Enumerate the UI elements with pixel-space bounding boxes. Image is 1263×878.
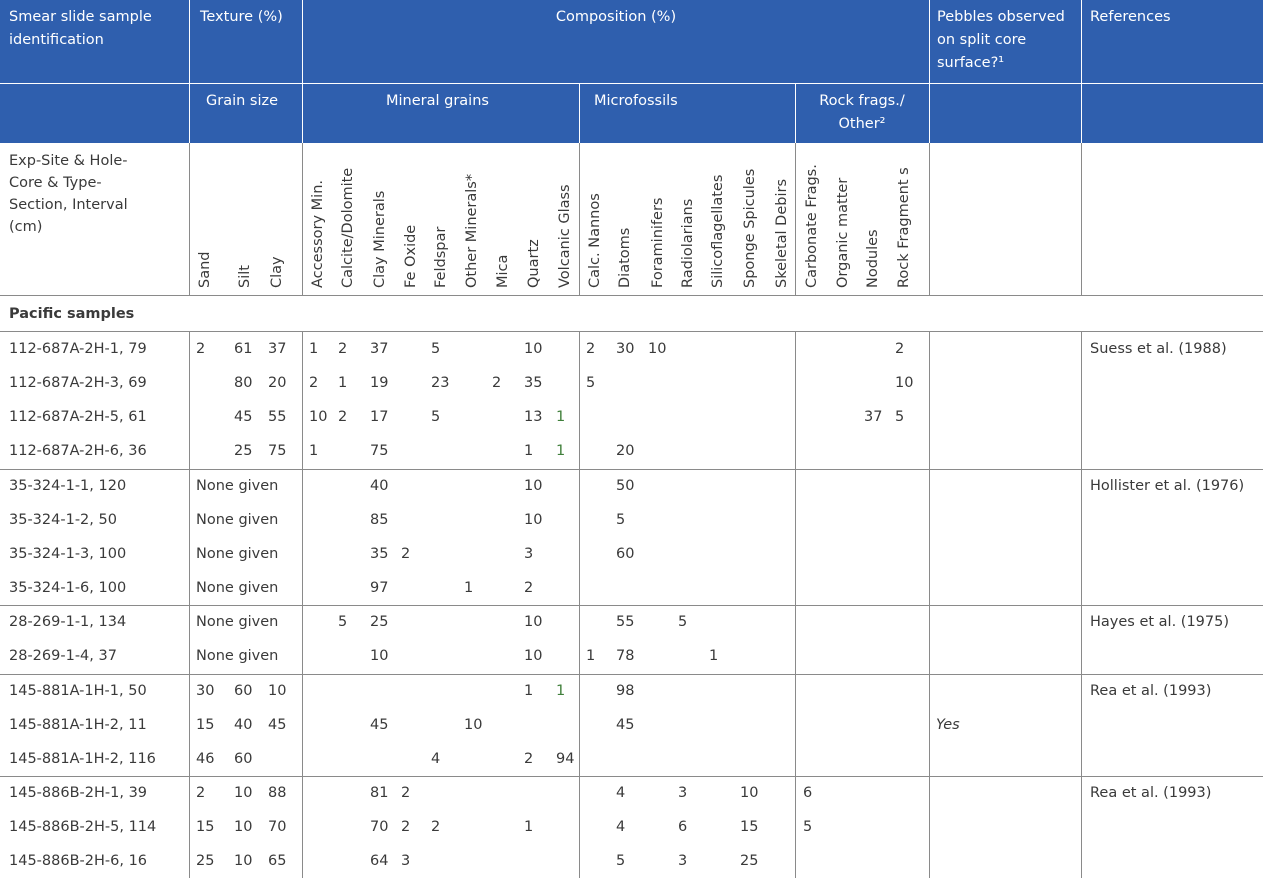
- header-refs-cell: [1082, 0, 1263, 83]
- sample-id: 112-687A-2H-5, 61: [9, 409, 147, 426]
- value-clay-minerals: 19: [370, 375, 389, 392]
- value-nodules: 37: [864, 409, 883, 426]
- subheader-blank-refs: [1082, 84, 1263, 143]
- section-title: Pacific samples: [9, 306, 135, 322]
- reference: Rea et al. (1993): [1090, 784, 1212, 801]
- none-given-note: None given: [196, 545, 279, 562]
- col-header-feldspar: Feldspar: [433, 226, 449, 288]
- value-quartz: 2: [524, 750, 534, 767]
- value-quartz: 1: [524, 682, 534, 699]
- none-given-note: None given: [196, 477, 279, 494]
- column-rule: [302, 143, 303, 296]
- sample-id: 35-324-1-2, 50: [9, 511, 117, 528]
- value-rock-fragment-s: 5: [895, 409, 905, 426]
- col-header-quartz: Quartz: [526, 239, 542, 288]
- header-composition-cell: [303, 0, 929, 83]
- reference: Hollister et al. (1976): [1090, 477, 1245, 494]
- value-silt: 40: [234, 716, 253, 733]
- value-diatoms: 45: [616, 716, 635, 733]
- none-given-note: None given: [196, 511, 279, 528]
- column-rule: [795, 331, 796, 878]
- col-header-diatoms: Diatoms: [617, 227, 633, 288]
- header-texture-cell: [190, 0, 302, 83]
- sample-id: 145-881A-1H-2, 116: [9, 750, 156, 767]
- value-mica: 2: [492, 375, 502, 392]
- subheader-blank-pebbles: [930, 84, 1081, 143]
- value-silt: 61: [234, 341, 253, 357]
- subheader-rock-cell: [796, 84, 929, 143]
- value-feldspar: 4: [431, 750, 441, 767]
- value-clay-minerals: 25: [370, 614, 389, 631]
- col-header-calcite-dolomite: Calcite/Dolomite: [340, 167, 356, 288]
- subheader-blank-id: [0, 84, 189, 143]
- value-diatoms: 20: [616, 443, 635, 460]
- value-accessory-min: 1: [309, 443, 319, 460]
- value-quartz: 10: [524, 511, 543, 528]
- header-texture-label: Texture (%): [200, 9, 283, 25]
- col-header-radiolarians: Radiolarians: [680, 198, 696, 288]
- col-header-accessory-min: Accessory Min.: [310, 180, 326, 288]
- value-calcite-dolomite: 2: [338, 409, 348, 426]
- value-sand: 25: [196, 853, 215, 870]
- value-silt: 25: [234, 443, 253, 460]
- col-header-nodules: Nodules: [865, 229, 881, 288]
- col-header-clay: Clay: [269, 256, 285, 288]
- subheader-micro-label: Microfossils: [594, 93, 678, 109]
- value-fe-oxide: 2: [401, 545, 411, 562]
- value-calc-nannos: 1: [586, 648, 596, 665]
- value-rock-fragment-s: 10: [895, 375, 914, 392]
- value-carbonate-frags: 5: [803, 819, 813, 836]
- value-quartz: 10: [524, 477, 543, 494]
- value-silt: 10: [234, 784, 253, 801]
- value-silt: 80: [234, 375, 253, 392]
- value-sponge-spicules: 15: [740, 819, 759, 836]
- value-quartz: 35: [524, 375, 543, 392]
- value-accessory-min: 10: [309, 409, 328, 426]
- value-feldspar: 5: [431, 409, 441, 426]
- column-rule: [189, 143, 190, 296]
- reference: Suess et al. (1988): [1090, 341, 1227, 357]
- value-clay-minerals: 97: [370, 580, 389, 597]
- reference: Hayes et al. (1975): [1090, 614, 1230, 631]
- subheader-mineral-cell: [303, 84, 579, 143]
- value-clay: 20: [268, 375, 287, 392]
- value-other-minerals: 1: [464, 580, 474, 597]
- value-clay-minerals: 64: [370, 853, 389, 870]
- value-diatoms: 5: [616, 511, 626, 528]
- col-header-volcanic-glass: Volcanic Glass: [557, 184, 573, 288]
- sample-id: 145-886B-2H-5, 114: [9, 819, 157, 836]
- value-sponge-spicules: 25: [740, 853, 759, 870]
- header-pebbles-cell: [930, 0, 1081, 83]
- value-clay: 75: [268, 443, 287, 460]
- value-clay: 65: [268, 853, 287, 870]
- value-calc-nannos: 5: [586, 375, 596, 392]
- header-refs-label: References: [1090, 9, 1171, 25]
- sample-id: 112-687A-2H-6, 36: [9, 443, 147, 460]
- value-clay-minerals: 85: [370, 511, 389, 528]
- column-rule: [189, 331, 190, 878]
- value-diatoms: 55: [616, 614, 635, 631]
- col-header-other-minerals: Other Minerals*: [464, 173, 480, 288]
- col-header-calc-nannos: Calc. Nannos: [587, 193, 603, 288]
- reference: Rea et al. (1993): [1090, 682, 1212, 699]
- none-given-note: None given: [196, 580, 279, 597]
- value-quartz: 3: [524, 545, 534, 562]
- value-clay-minerals: 40: [370, 477, 389, 494]
- value-carbonate-frags: 6: [803, 784, 813, 801]
- sample-id: 35-324-1-6, 100: [9, 580, 127, 597]
- value-sand: 15: [196, 819, 215, 836]
- value-radiolarians: 3: [678, 853, 688, 870]
- subheader-grain-cell: [190, 84, 302, 143]
- value-feldspar: 2: [431, 819, 441, 836]
- value-calcite-dolomite: 2: [338, 341, 348, 357]
- subheader-grain-label: Grain size: [206, 93, 279, 109]
- value-clay-minerals: 37: [370, 341, 389, 357]
- col-header-skeletal-debirs: Skeletal Debirs: [774, 179, 790, 288]
- column-rule: [795, 143, 796, 296]
- value-sand: 2: [196, 784, 206, 801]
- column-rule: [579, 331, 580, 878]
- value-clay-minerals: 10: [370, 648, 389, 665]
- none-given-note: None given: [196, 614, 279, 631]
- value-diatoms: 4: [616, 784, 626, 801]
- value-accessory-min: 1: [309, 341, 319, 357]
- value-fe-oxide: 2: [401, 819, 411, 836]
- value-quartz: 2: [524, 580, 534, 597]
- value-clay: 55: [268, 409, 287, 426]
- value-silt: 10: [234, 819, 253, 836]
- value-quartz: 1: [524, 819, 534, 836]
- value-volcanic-glass: 1: [556, 682, 566, 699]
- col-header-organic-matter: Organic matter: [835, 177, 851, 288]
- value-quartz: 13: [524, 409, 543, 426]
- value-calcite-dolomite: 5: [338, 614, 348, 631]
- header-composition-label: Composition (%): [555, 9, 677, 25]
- value-silt: 45: [234, 409, 253, 426]
- col-header-foraminifers: Foraminifers: [650, 197, 666, 288]
- value-clay-minerals: 45: [370, 716, 389, 733]
- value-quartz: 10: [524, 648, 543, 665]
- value-diatoms: 30: [616, 341, 635, 357]
- value-clay-minerals: 75: [370, 443, 389, 460]
- value-diatoms: 98: [616, 682, 635, 699]
- value-quartz: 10: [524, 614, 543, 631]
- id-column-label: Exp-Site & Hole-Core & Type-Section, Interval (cm): [9, 153, 128, 235]
- col-header-clay-minerals: Clay Minerals: [372, 190, 388, 288]
- column-rule: [1081, 143, 1082, 296]
- column-rule: [579, 143, 580, 296]
- value-clay-minerals: 35: [370, 545, 389, 562]
- col-header-rock-fragment-s: Rock Fragment s: [896, 167, 912, 288]
- col-header-carbonate-frags: Carbonate Frags.: [804, 164, 820, 288]
- value-clay: 45: [268, 716, 287, 733]
- value-radiolarians: 5: [678, 614, 688, 631]
- value-sand: 2: [196, 341, 206, 357]
- value-diatoms: 78: [616, 648, 635, 665]
- value-diatoms: 60: [616, 545, 635, 562]
- value-calc-nannos: 2: [586, 341, 596, 357]
- col-header-fe-oxide: Fe Oxide: [403, 224, 419, 288]
- value-clay-minerals: 81: [370, 784, 389, 801]
- sample-id: 35-324-1-3, 100: [9, 545, 127, 562]
- sample-id: 28-269-1-4, 37: [9, 648, 117, 665]
- column-rule: [302, 331, 303, 878]
- header-id-label: Smear slide sample identification: [9, 9, 152, 48]
- value-quartz: 10: [524, 341, 543, 357]
- value-foraminifers: 10: [648, 341, 667, 357]
- value-calcite-dolomite: 1: [338, 375, 348, 392]
- value-rock-fragment-s: 2: [895, 341, 905, 357]
- value-sand: 30: [196, 682, 215, 699]
- subheader-rock-label: Rock frags./ Other²: [819, 93, 905, 132]
- value-clay: 37: [268, 341, 287, 357]
- value-feldspar: 5: [431, 341, 441, 357]
- value-silt: 10: [234, 853, 253, 870]
- sample-id: 35-324-1-1, 120: [9, 477, 127, 494]
- value-feldspar: 23: [431, 375, 450, 392]
- sample-id: 112-687A-2H-3, 69: [9, 375, 147, 392]
- value-clay: 88: [268, 784, 287, 801]
- value-silt: 60: [234, 750, 253, 767]
- pebbles-value: Yes: [936, 716, 960, 733]
- value-clay: 10: [268, 682, 287, 699]
- column-rule: [929, 331, 930, 878]
- sample-id: 28-269-1-1, 134: [9, 614, 127, 631]
- col-header-silicoflagellates: Silicoflagellates: [710, 174, 726, 288]
- value-fe-oxide: 3: [401, 853, 411, 870]
- value-fe-oxide: 2: [401, 784, 411, 801]
- value-quartz: 1: [524, 443, 534, 460]
- column-rule: [929, 143, 930, 296]
- value-diatoms: 50: [616, 477, 635, 494]
- value-radiolarians: 3: [678, 784, 688, 801]
- none-given-note: None given: [196, 648, 279, 665]
- value-volcanic-glass: 1: [556, 409, 566, 426]
- value-clay-minerals: 70: [370, 819, 389, 836]
- value-silt: 60: [234, 682, 253, 699]
- value-diatoms: 4: [616, 819, 626, 836]
- header-id-cell: [0, 0, 189, 83]
- col-header-silt: Silt: [237, 265, 253, 288]
- value-volcanic-glass: 1: [556, 443, 566, 460]
- sample-id: 145-881A-1H-2, 11: [9, 716, 147, 733]
- sample-id: 145-886B-2H-1, 39: [9, 784, 148, 801]
- value-accessory-min: 2: [309, 375, 319, 392]
- value-other-minerals: 10: [464, 716, 483, 733]
- sample-id: 112-687A-2H-1, 79: [9, 341, 147, 357]
- subheader-micro-cell: [580, 84, 795, 143]
- value-sand: 46: [196, 750, 215, 767]
- col-header-mica: Mica: [495, 254, 511, 288]
- value-silicoflagellates: 1: [709, 648, 719, 665]
- column-rule: [1081, 331, 1082, 878]
- header-pebbles-label: Pebbles observed on split core surface?¹: [937, 9, 1065, 71]
- value-sand: 15: [196, 716, 215, 733]
- value-volcanic-glass: 94: [556, 750, 575, 767]
- value-radiolarians: 6: [678, 819, 688, 836]
- col-header-sponge-spicules: Sponge Spicules: [742, 168, 758, 288]
- value-diatoms: 5: [616, 853, 626, 870]
- subheader-mineral-label: Mineral grains: [386, 93, 489, 109]
- sample-id: 145-886B-2H-6, 16: [9, 853, 148, 870]
- sample-id: 145-881A-1H-1, 50: [9, 682, 147, 699]
- value-clay: 70: [268, 819, 287, 836]
- col-header-sand: Sand: [197, 251, 213, 288]
- value-sponge-spicules: 10: [740, 784, 759, 801]
- value-clay-minerals: 17: [370, 409, 389, 426]
